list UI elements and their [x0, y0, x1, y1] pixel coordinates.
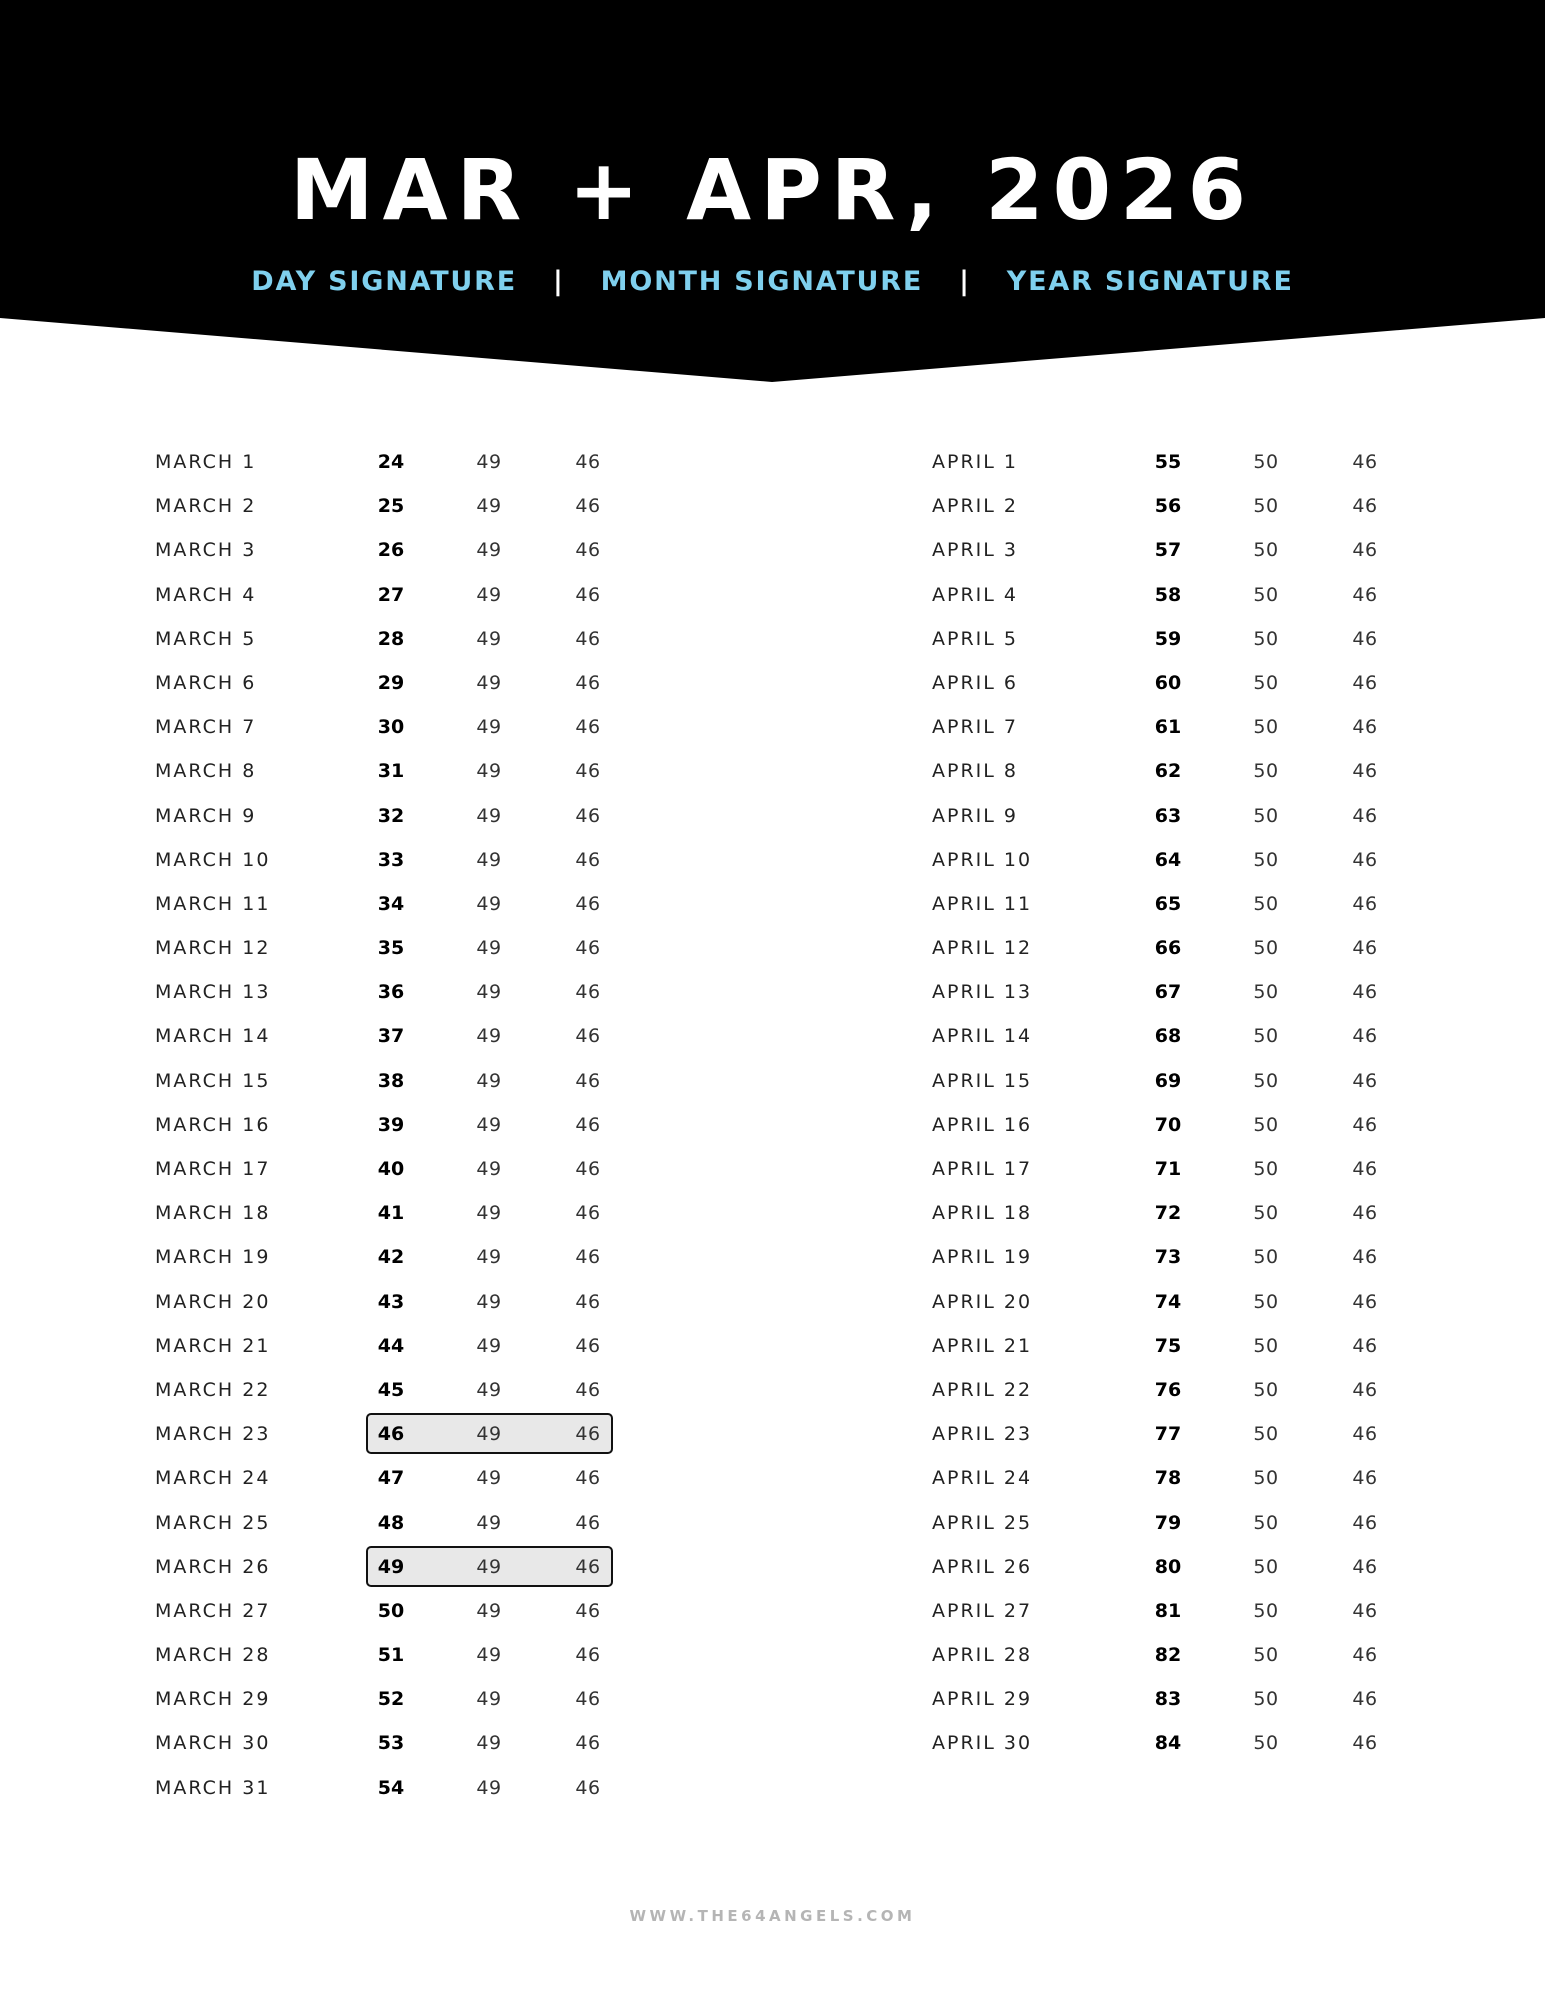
day-signature: 29 [377, 671, 405, 694]
date-label: APRIL 24 [932, 1467, 1033, 1490]
month-signature: 50 [1253, 1555, 1279, 1578]
day-signature: 30 [377, 716, 405, 739]
day-signature: 72 [1154, 1202, 1182, 1225]
legend-month-signature: MONTH SIGNATURE [600, 266, 924, 297]
month-signature: 49 [476, 1069, 502, 1092]
date-label: APRIL 14 [932, 1025, 1033, 1048]
month-signature: 49 [476, 804, 502, 827]
date-label: MARCH 16 [155, 1113, 271, 1136]
day-signature: 35 [377, 937, 405, 960]
month-signature: 49 [476, 937, 502, 960]
date-label: APRIL 9 [932, 804, 1018, 827]
year-signature: 46 [1352, 1688, 1378, 1711]
month-signature: 50 [1253, 760, 1279, 783]
date-label: MARCH 30 [155, 1732, 271, 1755]
month-signature: 50 [1253, 1644, 1279, 1667]
month-signature: 49 [476, 1599, 502, 1622]
day-signature: 65 [1154, 892, 1182, 915]
date-label: MARCH 5 [155, 627, 257, 650]
date-label: APRIL 28 [932, 1644, 1033, 1667]
month-signature: 49 [476, 495, 502, 518]
year-signature: 46 [575, 1290, 601, 1313]
day-signature: 39 [377, 1113, 405, 1136]
date-label: MARCH 2 [155, 495, 257, 518]
day-signature: 64 [1154, 848, 1182, 871]
date-label: MARCH 18 [155, 1202, 271, 1225]
date-label: MARCH 6 [155, 671, 257, 694]
year-signature: 46 [575, 1069, 601, 1092]
day-signature: 51 [377, 1644, 405, 1667]
year-signature: 46 [1352, 451, 1378, 473]
year-signature: 46 [1352, 1555, 1378, 1578]
month-signature: 50 [1253, 892, 1279, 915]
day-signature: 55 [1154, 451, 1182, 473]
year-signature: 46 [1352, 1732, 1378, 1755]
date-label: APRIL 30 [932, 1732, 1033, 1755]
date-label: MARCH 20 [155, 1290, 271, 1313]
date-label: APRIL 5 [932, 627, 1018, 650]
year-signature: 46 [1352, 981, 1378, 1004]
day-signature: 24 [377, 451, 405, 473]
year-signature: 46 [1352, 1202, 1378, 1225]
day-signature: 84 [1154, 1732, 1182, 1755]
year-signature: 46 [575, 937, 601, 960]
month-signature: 50 [1253, 716, 1279, 739]
year-signature: 46 [575, 627, 601, 650]
month-signature: 50 [1253, 1423, 1279, 1446]
day-signature: 80 [1154, 1555, 1182, 1578]
year-signature: 46 [575, 981, 601, 1004]
day-signature: 70 [1154, 1113, 1182, 1136]
year-signature: 46 [1352, 1599, 1378, 1622]
date-label: APRIL 19 [932, 1246, 1033, 1269]
month-signature: 50 [1253, 583, 1279, 606]
day-signature: 52 [377, 1688, 405, 1711]
year-signature: 46 [575, 716, 601, 739]
date-label: MARCH 26 [155, 1555, 271, 1578]
day-signature: 61 [1154, 716, 1182, 739]
year-signature: 46 [575, 1025, 601, 1048]
day-signature: 50 [377, 1599, 405, 1622]
month-signature: 49 [476, 1776, 502, 1799]
year-signature: 46 [575, 1246, 601, 1269]
date-label: APRIL 8 [932, 760, 1018, 783]
day-signature: 42 [377, 1246, 405, 1269]
date-label: MARCH 13 [155, 981, 271, 1004]
year-signature: 46 [575, 583, 601, 606]
date-label: APRIL 22 [932, 1378, 1033, 1401]
year-signature: 46 [575, 1423, 601, 1446]
day-signature: 54 [377, 1776, 405, 1799]
day-signature: 57 [1154, 539, 1182, 562]
day-signature: 47 [377, 1467, 405, 1490]
month-signature: 50 [1253, 804, 1279, 827]
month-signature: 49 [476, 716, 502, 739]
legend-separator: | [959, 266, 971, 297]
year-signature: 46 [575, 539, 601, 562]
day-signature: 31 [377, 760, 405, 783]
date-label: APRIL 27 [932, 1599, 1033, 1622]
day-signature: 66 [1154, 937, 1182, 960]
month-signature: 50 [1253, 1511, 1279, 1534]
month-signature: 50 [1253, 1688, 1279, 1711]
day-signature: 32 [377, 804, 405, 827]
day-signature: 73 [1154, 1246, 1182, 1269]
year-signature: 46 [575, 1732, 601, 1755]
day-signature: 62 [1154, 760, 1182, 783]
year-signature: 46 [1352, 1113, 1378, 1136]
month-signature: 50 [1253, 1290, 1279, 1313]
month-signature: 50 [1253, 451, 1279, 473]
year-signature: 46 [575, 1688, 601, 1711]
month-signature: 50 [1253, 1467, 1279, 1490]
day-signature: 78 [1154, 1467, 1182, 1490]
year-signature: 46 [1352, 937, 1378, 960]
day-signature: 77 [1154, 1423, 1182, 1446]
day-signature: 38 [377, 1069, 405, 1092]
year-signature: 46 [1352, 627, 1378, 650]
month-signature: 50 [1253, 848, 1279, 871]
day-signature: 45 [377, 1378, 405, 1401]
year-signature: 46 [1352, 583, 1378, 606]
date-label: MARCH 7 [155, 716, 257, 739]
month-signature: 50 [1253, 1599, 1279, 1622]
month-signature: 50 [1253, 1378, 1279, 1401]
day-signature: 83 [1154, 1688, 1182, 1711]
day-signature: 60 [1154, 671, 1182, 694]
year-signature: 46 [575, 1511, 601, 1534]
year-signature: 46 [575, 1334, 601, 1357]
date-label: APRIL 20 [932, 1290, 1033, 1313]
month-signature: 50 [1253, 671, 1279, 694]
date-label: MARCH 1 [155, 451, 257, 473]
year-signature: 46 [1352, 1334, 1378, 1357]
month-signature: 49 [476, 671, 502, 694]
day-signature: 53 [377, 1732, 405, 1755]
month-signature: 50 [1253, 937, 1279, 960]
date-label: MARCH 8 [155, 760, 257, 783]
day-signature: 69 [1154, 1069, 1182, 1092]
date-label: APRIL 18 [932, 1202, 1033, 1225]
month-signature: 49 [476, 1246, 502, 1269]
year-signature: 46 [1352, 1246, 1378, 1269]
month-signature: 50 [1253, 1334, 1279, 1357]
date-label: APRIL 12 [932, 937, 1033, 960]
year-signature: 46 [1352, 1378, 1378, 1401]
year-signature: 46 [1352, 848, 1378, 871]
day-signature: 36 [377, 981, 405, 1004]
month-signature: 50 [1253, 627, 1279, 650]
day-signature: 46 [377, 1423, 405, 1446]
day-signature: 82 [1154, 1644, 1182, 1667]
day-signature: 67 [1154, 981, 1182, 1004]
month-signature: 49 [476, 1644, 502, 1667]
month-signature: 50 [1253, 1158, 1279, 1180]
month-signature: 50 [1253, 539, 1279, 562]
day-signature: 81 [1154, 1599, 1182, 1622]
year-signature: 46 [1352, 1290, 1378, 1313]
year-signature: 46 [1352, 892, 1378, 915]
year-signature: 46 [1352, 539, 1378, 562]
date-label: APRIL 6 [932, 671, 1018, 694]
day-signature: 48 [377, 1511, 405, 1534]
date-label: MARCH 4 [155, 583, 257, 606]
date-label: MARCH 22 [155, 1378, 271, 1401]
date-label: MARCH 27 [155, 1599, 271, 1622]
date-label: MARCH 14 [155, 1025, 271, 1048]
month-signature: 50 [1253, 1246, 1279, 1269]
date-label: MARCH 24 [155, 1467, 271, 1490]
month-signature: 49 [476, 1423, 502, 1446]
date-label: APRIL 26 [932, 1555, 1033, 1578]
day-signature: 58 [1154, 583, 1182, 606]
date-label: MARCH 17 [155, 1158, 271, 1180]
month-signature: 50 [1253, 981, 1279, 1004]
day-signature: 33 [377, 848, 405, 871]
year-signature: 46 [575, 1378, 601, 1401]
day-signature: 75 [1154, 1334, 1182, 1357]
year-signature: 46 [1352, 1467, 1378, 1490]
day-signature: 63 [1154, 804, 1182, 827]
date-label: APRIL 3 [932, 539, 1018, 562]
day-signature: 25 [377, 495, 405, 518]
month-signature: 49 [476, 1290, 502, 1313]
month-signature: 49 [476, 1511, 502, 1534]
year-signature: 46 [1352, 1423, 1378, 1446]
month-signature: 49 [476, 1555, 502, 1578]
year-signature: 46 [1352, 804, 1378, 827]
year-signature: 46 [575, 1202, 601, 1225]
month-signature: 49 [476, 981, 502, 1004]
year-signature: 46 [575, 1644, 601, 1667]
date-label: MARCH 15 [155, 1069, 271, 1092]
year-signature: 46 [575, 495, 601, 518]
date-label: APRIL 7 [932, 716, 1018, 739]
month-signature: 49 [476, 760, 502, 783]
year-signature: 46 [1352, 1069, 1378, 1092]
month-signature: 49 [476, 1113, 502, 1136]
month-signature: 49 [476, 1158, 502, 1180]
date-label: MARCH 25 [155, 1511, 271, 1534]
month-signature: 49 [476, 1334, 502, 1357]
day-signature: 44 [377, 1334, 405, 1357]
day-signature: 37 [377, 1025, 405, 1048]
legend-year-signature: YEAR SIGNATURE [1006, 266, 1294, 297]
date-label: MARCH 23 [155, 1423, 271, 1446]
legend-separator: | [552, 266, 565, 297]
day-signature: 76 [1154, 1378, 1182, 1401]
year-signature: 46 [575, 1599, 601, 1622]
month-signature: 49 [476, 848, 502, 871]
date-label: MARCH 19 [155, 1246, 271, 1269]
date-label: MARCH 10 [155, 848, 271, 871]
signature-legend [0, 268, 1545, 295]
date-label: APRIL 10 [932, 848, 1033, 871]
date-label: APRIL 15 [932, 1069, 1033, 1092]
date-label: MARCH 12 [155, 937, 271, 960]
date-label: APRIL 23 [932, 1423, 1033, 1446]
footer-website: WWW.THE64ANGELS.COM [629, 1907, 916, 1925]
month-signature: 50 [1253, 1732, 1279, 1755]
year-signature: 46 [575, 451, 601, 473]
day-signature: 43 [377, 1290, 405, 1313]
date-label: MARCH 31 [155, 1776, 271, 1799]
month-signature: 50 [1253, 1025, 1279, 1048]
month-signature: 50 [1253, 495, 1279, 518]
month-signature: 50 [1253, 1069, 1279, 1092]
day-signature: 59 [1154, 627, 1182, 650]
month-signature: 49 [476, 892, 502, 915]
day-signature: 71 [1154, 1158, 1182, 1180]
date-label: MARCH 28 [155, 1644, 271, 1667]
date-label: APRIL 1 [932, 451, 1018, 473]
year-signature: 46 [1352, 1025, 1378, 1048]
month-signature: 49 [476, 451, 502, 473]
day-signature: 41 [377, 1202, 405, 1225]
month-signature: 49 [476, 1467, 502, 1490]
day-signature: 49 [377, 1555, 405, 1578]
year-signature: 46 [1352, 671, 1378, 694]
year-signature: 46 [575, 848, 601, 871]
date-label: APRIL 17 [932, 1158, 1033, 1180]
date-label: APRIL 11 [932, 892, 1033, 915]
date-label: MARCH 9 [155, 804, 257, 827]
year-signature: 46 [1352, 1511, 1378, 1534]
date-label: APRIL 21 [932, 1334, 1033, 1357]
date-label: APRIL 16 [932, 1113, 1033, 1136]
month-signature: 50 [1253, 1202, 1279, 1225]
year-signature: 46 [1352, 760, 1378, 783]
month-signature: 49 [476, 1688, 502, 1711]
date-label: APRIL 25 [932, 1511, 1033, 1534]
month-signature: 49 [476, 1378, 502, 1401]
day-signature: 34 [377, 892, 405, 915]
day-signature: 28 [377, 627, 405, 650]
date-label: MARCH 29 [155, 1688, 271, 1711]
year-signature: 46 [575, 1555, 601, 1578]
day-signature: 68 [1154, 1025, 1182, 1048]
month-signature: 49 [476, 1202, 502, 1225]
year-signature: 46 [575, 1467, 601, 1490]
page-title: MAR + APR, 2026 [290, 141, 1255, 239]
date-label: MARCH 3 [155, 539, 257, 562]
date-label: MARCH 21 [155, 1334, 271, 1357]
day-signature: 79 [1154, 1511, 1182, 1534]
date-label: APRIL 2 [932, 495, 1018, 518]
day-signature: 74 [1154, 1290, 1182, 1313]
year-signature: 46 [575, 1158, 601, 1180]
date-label: APRIL 29 [932, 1688, 1033, 1711]
day-signature: 40 [377, 1158, 405, 1180]
date-label: MARCH 11 [155, 892, 271, 915]
month-signature: 49 [476, 1025, 502, 1048]
year-signature: 46 [1352, 716, 1378, 739]
date-label: APRIL 13 [932, 981, 1033, 1004]
year-signature: 46 [575, 760, 601, 783]
year-signature: 46 [575, 671, 601, 694]
month-signature: 49 [476, 1732, 502, 1755]
year-signature: 46 [575, 892, 601, 915]
month-signature: 49 [476, 627, 502, 650]
year-signature: 46 [575, 1776, 601, 1799]
legend-day-signature: DAY SIGNATURE [251, 266, 517, 297]
day-signature: 27 [377, 583, 405, 606]
month-signature: 49 [476, 539, 502, 562]
date-label: APRIL 4 [932, 583, 1018, 606]
month-signature: 50 [1253, 1113, 1279, 1136]
day-signature: 26 [377, 539, 405, 562]
year-signature: 46 [575, 1113, 601, 1136]
year-signature: 46 [1352, 495, 1378, 518]
day-signature: 56 [1154, 495, 1182, 518]
month-signature: 49 [476, 583, 502, 606]
year-signature: 46 [575, 804, 601, 827]
year-signature: 46 [1352, 1644, 1378, 1667]
year-signature: 46 [1352, 1158, 1378, 1180]
